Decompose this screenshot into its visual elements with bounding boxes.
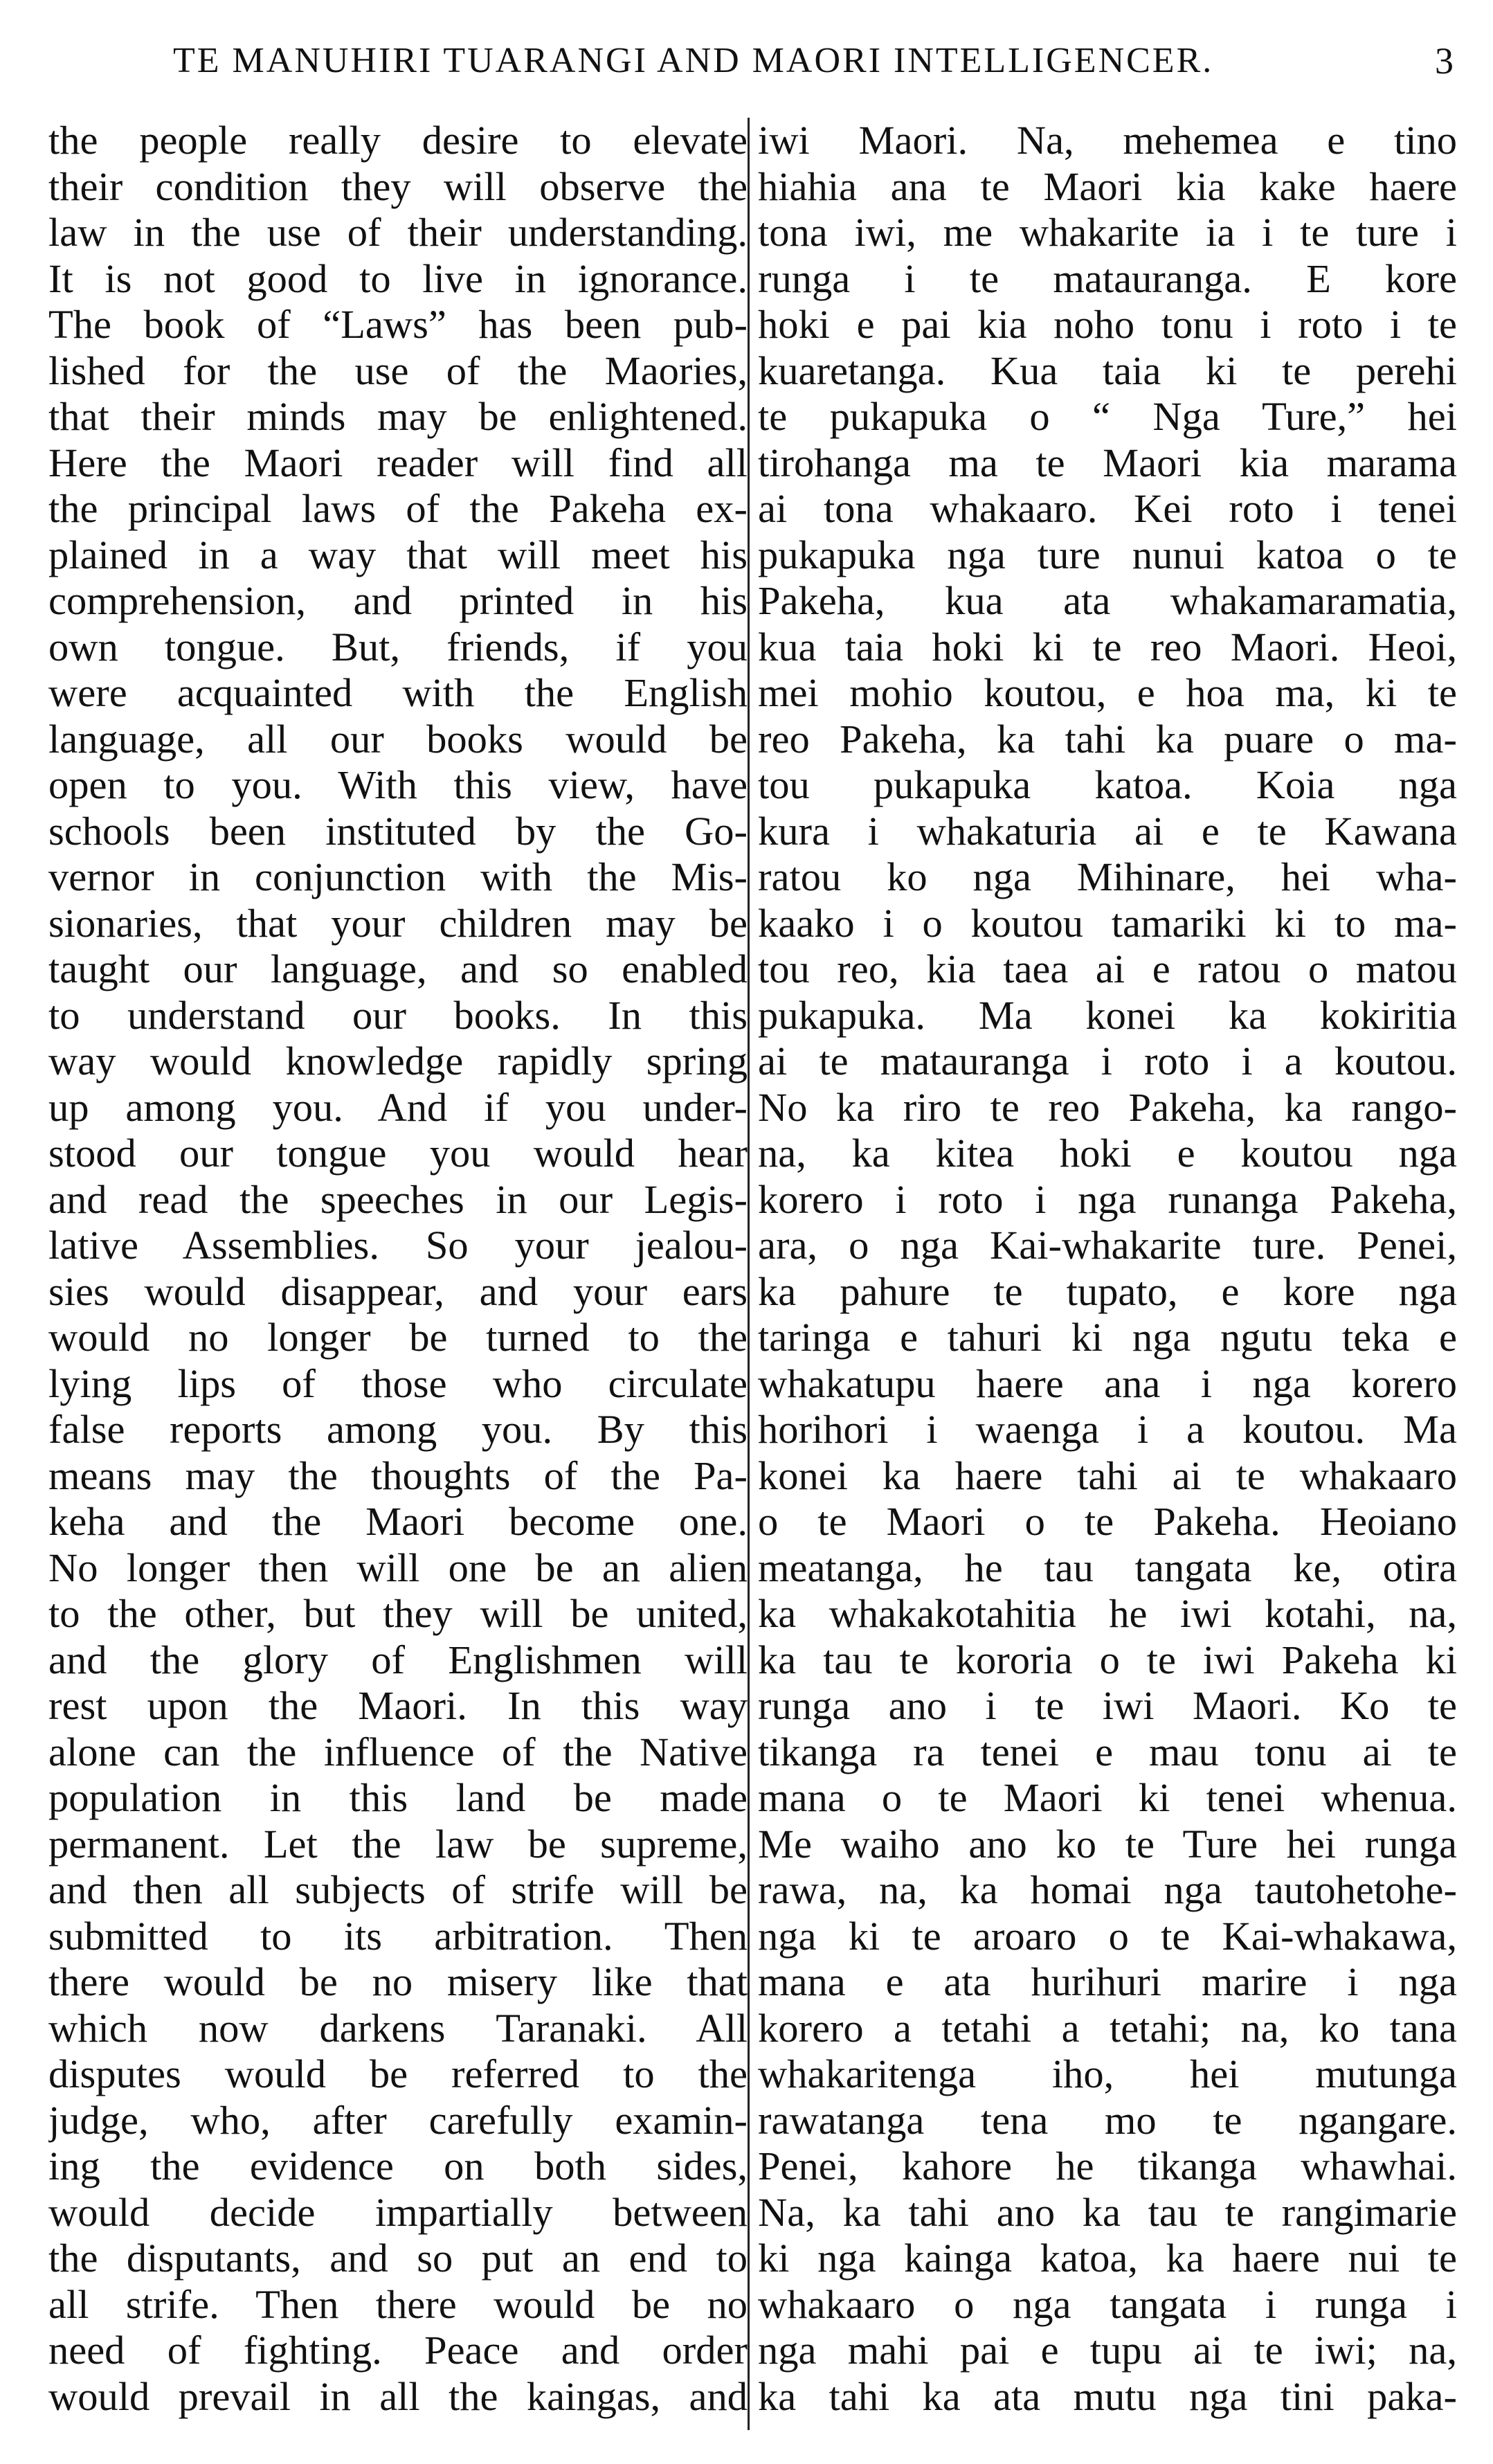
text-line: submitted to its arbitration. Then	[48, 1913, 748, 1959]
text-line: mana o te Maori ki tenei whenua.	[758, 1775, 1457, 1820]
text-line: sies would disappear, and your ears	[48, 1268, 748, 1314]
text-line: nga mahi pai e tupu ai te iwi; na,	[758, 2328, 1457, 2373]
text-line: o te Maori o te Pakeha. Heoiano	[758, 1499, 1457, 1544]
text-line: lished for the use of the Maories,	[48, 348, 748, 393]
text-line: ka whakakotahitia he iwi kotahi, na,	[758, 1591, 1457, 1636]
text-line: population in this land be made	[48, 1775, 748, 1820]
text-line: konei ka haere tahi ai te whakaaro	[758, 1453, 1457, 1498]
text-line: meatanga, he tau tangata ke, otira	[758, 1545, 1457, 1590]
text-line: tou pukapuka katoa. Koia nga	[758, 762, 1457, 807]
text-line: pukapuka nga ture nunui katoa o te	[758, 532, 1457, 577]
text-line: ai te matauranga i roto i a koutou.	[758, 1038, 1457, 1083]
text-line: kaako i o koutou tamariki ki to ma-	[758, 900, 1457, 946]
text-line: No ka riro te reo Pakeha, ka rango-	[758, 1084, 1457, 1130]
text-line: open to you. With this view, have	[48, 762, 748, 807]
text-line: Penei, kahore he tikanga whawhai.	[758, 2143, 1457, 2188]
text-line: comprehension, and printed in his	[48, 578, 748, 623]
text-line: ara, o nga Kai-whakarite ture. Penei,	[758, 1223, 1457, 1268]
text-line: would no longer be turned to the	[48, 1315, 748, 1360]
text-line: lative Assemblies. So your jealou-	[48, 1223, 748, 1268]
text-line: korero i roto i nga runanga Pakeha,	[758, 1176, 1457, 1222]
text-line: their condition they will observe the	[48, 163, 748, 209]
text-line: runga i te matauranga. E kore	[758, 255, 1457, 301]
running-title: TE MANUHIRI TUARANGI AND MAORI INTELLIGENCER.	[173, 41, 1214, 80]
text-line: mana e ata hurihuri marire i nga	[758, 1959, 1457, 2004]
text-line: runga ano i te iwi Maori. Ko te	[758, 1683, 1457, 1728]
text-line: ka pahure te tupato, e kore nga	[758, 1268, 1457, 1314]
text-line: plained in a way that will meet his	[48, 532, 748, 577]
text-line: the disputants, and so put an end to	[48, 2236, 748, 2281]
text-line: It is not good to live in ignorance.	[48, 255, 748, 301]
text-line: means may the thoughts of the Pa-	[48, 1453, 748, 1498]
text-line: sionaries, that your children may be	[48, 900, 748, 946]
text-line: way would knowledge rapidly spring	[48, 1038, 748, 1083]
english-column	[48, 118, 748, 2420]
text-line: permanent. Let the law be supreme,	[48, 1821, 748, 1867]
maori-column	[758, 118, 1457, 2420]
text-line: horihori i waenga i a koutou. Ma	[758, 1407, 1457, 1452]
text-line: schools been instituted by the Go-	[48, 808, 748, 854]
text-line: ing the evidence on both sides,	[48, 2143, 748, 2188]
text-line: all strife. Then there would be no	[48, 2281, 748, 2327]
text-line: tikanga ra tenei e mau tonu ai te	[758, 1729, 1457, 1774]
text-line: would prevail in all the kaingas, and	[48, 2373, 748, 2419]
text-line: The book of “Laws” has been pub-	[48, 302, 748, 347]
text-line: tirohanga ma te Maori kia marama	[758, 440, 1457, 485]
text-line: and read the speeches in our Legis-	[48, 1176, 748, 1222]
text-line: vernor in conjunction with the Mis-	[48, 854, 748, 899]
text-line: whakaaro o nga tangata i runga i	[758, 2281, 1457, 2327]
text-line: were acquainted with the English	[48, 670, 748, 715]
text-line: language, all our books would be	[48, 716, 748, 762]
text-line: judge, who, after carefully examin-	[48, 2097, 748, 2143]
text-line: own tongue. But, friends, if you	[48, 624, 748, 669]
text-line: nga ki te aroaro o te Kai-whakawa,	[758, 1913, 1457, 1959]
text-line: kuaretanga. Kua taia ki te perehi	[758, 348, 1457, 393]
text-line: Pakeha, kua ata whakamaramatia,	[758, 578, 1457, 623]
text-line: rawa, na, ka homai nga tautohetohe-	[758, 1867, 1457, 1912]
text-line: would decide impartially between	[48, 2189, 748, 2235]
text-line: Na, ka tahi ano ka tau te rangimarie	[758, 2189, 1457, 2235]
text-line: to understand our books. In this	[48, 992, 748, 1038]
text-line: the people really desire to elevate	[48, 118, 748, 163]
text-line: there would be no misery like that	[48, 1959, 748, 2004]
text-line: up among you. And if you under-	[48, 1084, 748, 1130]
text-line: mei mohio koutou, e hoa ma, ki te	[758, 670, 1457, 715]
text-line: Here the Maori reader will find all	[48, 440, 748, 485]
text-line: alone can the influence of the Native	[48, 1729, 748, 1774]
text-line: lying lips of those who circulate	[48, 1360, 748, 1406]
text-line: reo Pakeha, ka tahi ka puare o ma-	[758, 716, 1457, 762]
text-line: rest upon the Maori. In this way	[48, 1683, 748, 1728]
text-line: stood our tongue you would hear	[48, 1131, 748, 1176]
text-line: taringa e tahuri ki nga ngutu teka e	[758, 1315, 1457, 1360]
text-line: disputes would be referred to the	[48, 2051, 748, 2096]
page-number: 3	[1435, 40, 1454, 82]
text-line: and the glory of Englishmen will	[48, 1637, 748, 1682]
text-line: false reports among you. By this	[48, 1407, 748, 1452]
text-line: ai tona whakaaro. Kei roto i tenei	[758, 486, 1457, 531]
text-line: whakaritenga iho, hei mutunga	[758, 2051, 1457, 2096]
text-line: ka tahi ka ata mutu nga tini paka-	[758, 2373, 1457, 2419]
text-line: hiahia ana te Maori kia kake haere	[758, 163, 1457, 209]
text-line: ki nga kainga katoa, ka haere nui te	[758, 2236, 1457, 2281]
text-line: to the other, but they will be united,	[48, 1591, 748, 1636]
text-line: rawatanga tena mo te ngangare.	[758, 2097, 1457, 2143]
running-head	[48, 33, 1454, 89]
text-line: kura i whakaturia ai e te Kawana	[758, 808, 1457, 854]
text-line: whakatupu haere ana i nga korero	[758, 1360, 1457, 1406]
text-line: and then all subjects of strife will be	[48, 1867, 748, 1912]
text-line: pukapuka. Ma konei ka kokiritia	[758, 992, 1457, 1038]
text-line: te pukapuka o “ Nga Ture,” hei	[758, 394, 1457, 439]
text-line: keha and the Maori become one.	[48, 1499, 748, 1544]
text-line: law in the use of their understanding.	[48, 210, 748, 255]
text-line: Me waiho ano ko te Ture hei runga	[758, 1821, 1457, 1867]
text-line: which now darkens Taranaki. All	[48, 2005, 748, 2051]
text-line: ratou ko nga Mihinare, hei wha-	[758, 854, 1457, 899]
text-line: korero a tetahi a tetahi; na, ko tana	[758, 2005, 1457, 2051]
text-line: tou reo, kia taea ai e ratou o matou	[758, 946, 1457, 991]
text-line: hoki e pai kia noho tonu i roto i te	[758, 302, 1457, 347]
text-line: na, ka kitea hoki e koutou nga	[758, 1131, 1457, 1176]
text-line: the principal laws of the Pakeha ex-	[48, 486, 748, 531]
text-line: iwi Maori. Na, mehemea e tino	[758, 118, 1457, 163]
column-divider	[748, 118, 750, 2430]
text-line: No longer then will one be an alien	[48, 1545, 748, 1590]
text-line: tona iwi, me whakarite ia i te ture i	[758, 210, 1457, 255]
text-line: that their minds may be enlightened.	[48, 394, 748, 439]
text-line: ka tau te kororia o te iwi Pakeha ki	[758, 1637, 1457, 1682]
text-line: taught our language, and so enabled	[48, 946, 748, 991]
text-line: need of fighting. Peace and order	[48, 2328, 748, 2373]
text-line: kua taia hoki ki te reo Maori. Heoi,	[758, 624, 1457, 669]
